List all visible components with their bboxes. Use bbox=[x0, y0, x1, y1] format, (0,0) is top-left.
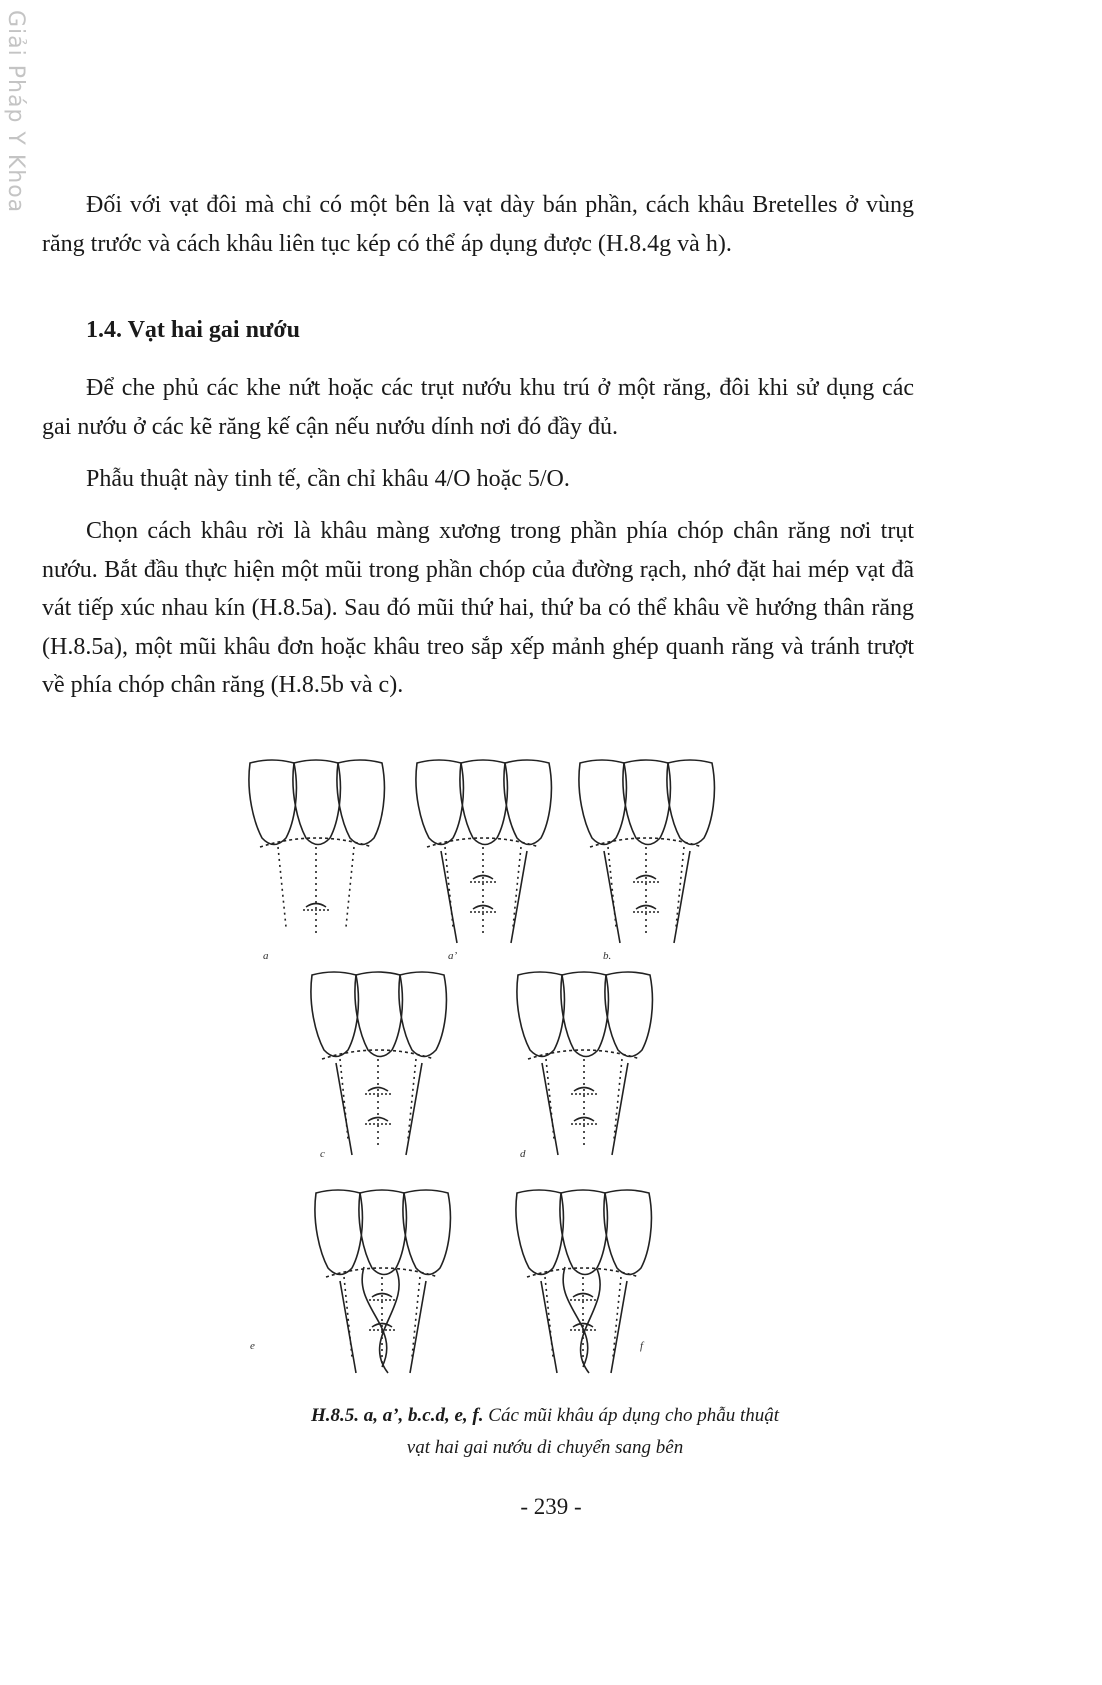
panel-label-3: b. bbox=[603, 950, 612, 962]
paragraph-3: Phẫu thuật này tinh tế, cần chỉ khâu 4/O hoặc 5/O. bbox=[86, 466, 570, 492]
tooth-diagram-1 bbox=[249, 760, 385, 937]
tooth-diagram-6 bbox=[315, 1190, 451, 1373]
paragraph-2: Để che phủ các khe nứt hoặc các trụt nướu khu trú ở một răng, đôi khi sử dụng các gai nướu ở các kẽ răng kế cận nếu nướu dính nơi đó đầy đủ. bbox=[42, 375, 914, 440]
watermark bbox=[4, 10, 30, 240]
tooth-diagram-4 bbox=[311, 972, 447, 1155]
caption-reference: H.8.5. a, a’, b.c.d, e, f. bbox=[310, 1405, 484, 1426]
tooth-diagram-5 bbox=[517, 972, 653, 1155]
tooth-diagram-3 bbox=[579, 760, 715, 943]
tooth-diagram-7 bbox=[516, 1190, 652, 1373]
caption-line-1: Các mũi khâu áp dụng cho phẫu thuật bbox=[483, 1405, 780, 1426]
panel-label-5: d bbox=[520, 1148, 526, 1160]
section-heading: 1.4. Vạt hai gai nướu bbox=[86, 317, 300, 343]
panel-label-7: f bbox=[640, 1340, 644, 1352]
panel-label-4: c bbox=[320, 1148, 325, 1160]
figure-caption bbox=[150, 1400, 940, 1464]
paragraph-4: Chọn cách khâu rời là khâu màng xương trong phần phía chóp chân răng nơi trụt nướu. Bắt đầu thực hiện một mũi trong phần chóp của đường rạch, nhớ đặt hai mép vạt đã vát tiếp xúc nhau kín (H.8.5a). Sau đó mũi thứ hai, thứ ba có thể khâu về hướng thân răng (H.8.5a), một mũi khâu đơn hoặc khâu treo sắp xếp mảnh ghép quanh răng và tránh trượt về phía chóp chân răng (H.8.5b và c). bbox=[42, 518, 914, 698]
paragraph-1: Đối với vạt đôi mà chỉ có một bên là vạt dày bán phần, cách khâu Bretelles ở vùng răng trước và cách khâu liên tục kép có thể áp dụng được (H.8.4g và h). bbox=[42, 192, 914, 257]
page-number: - 239 - bbox=[520, 1494, 582, 1519]
panel-label-2: a’ bbox=[448, 950, 458, 962]
panel-label-1: a bbox=[263, 950, 269, 962]
watermark-text: Giải Pháp Y Khoa bbox=[3, 10, 28, 214]
panel-label-6: e bbox=[250, 1340, 255, 1352]
tooth-diagram-2 bbox=[416, 760, 552, 943]
caption-line-2: vạt hai gai nướu di chuyển sang bên bbox=[406, 1437, 684, 1458]
